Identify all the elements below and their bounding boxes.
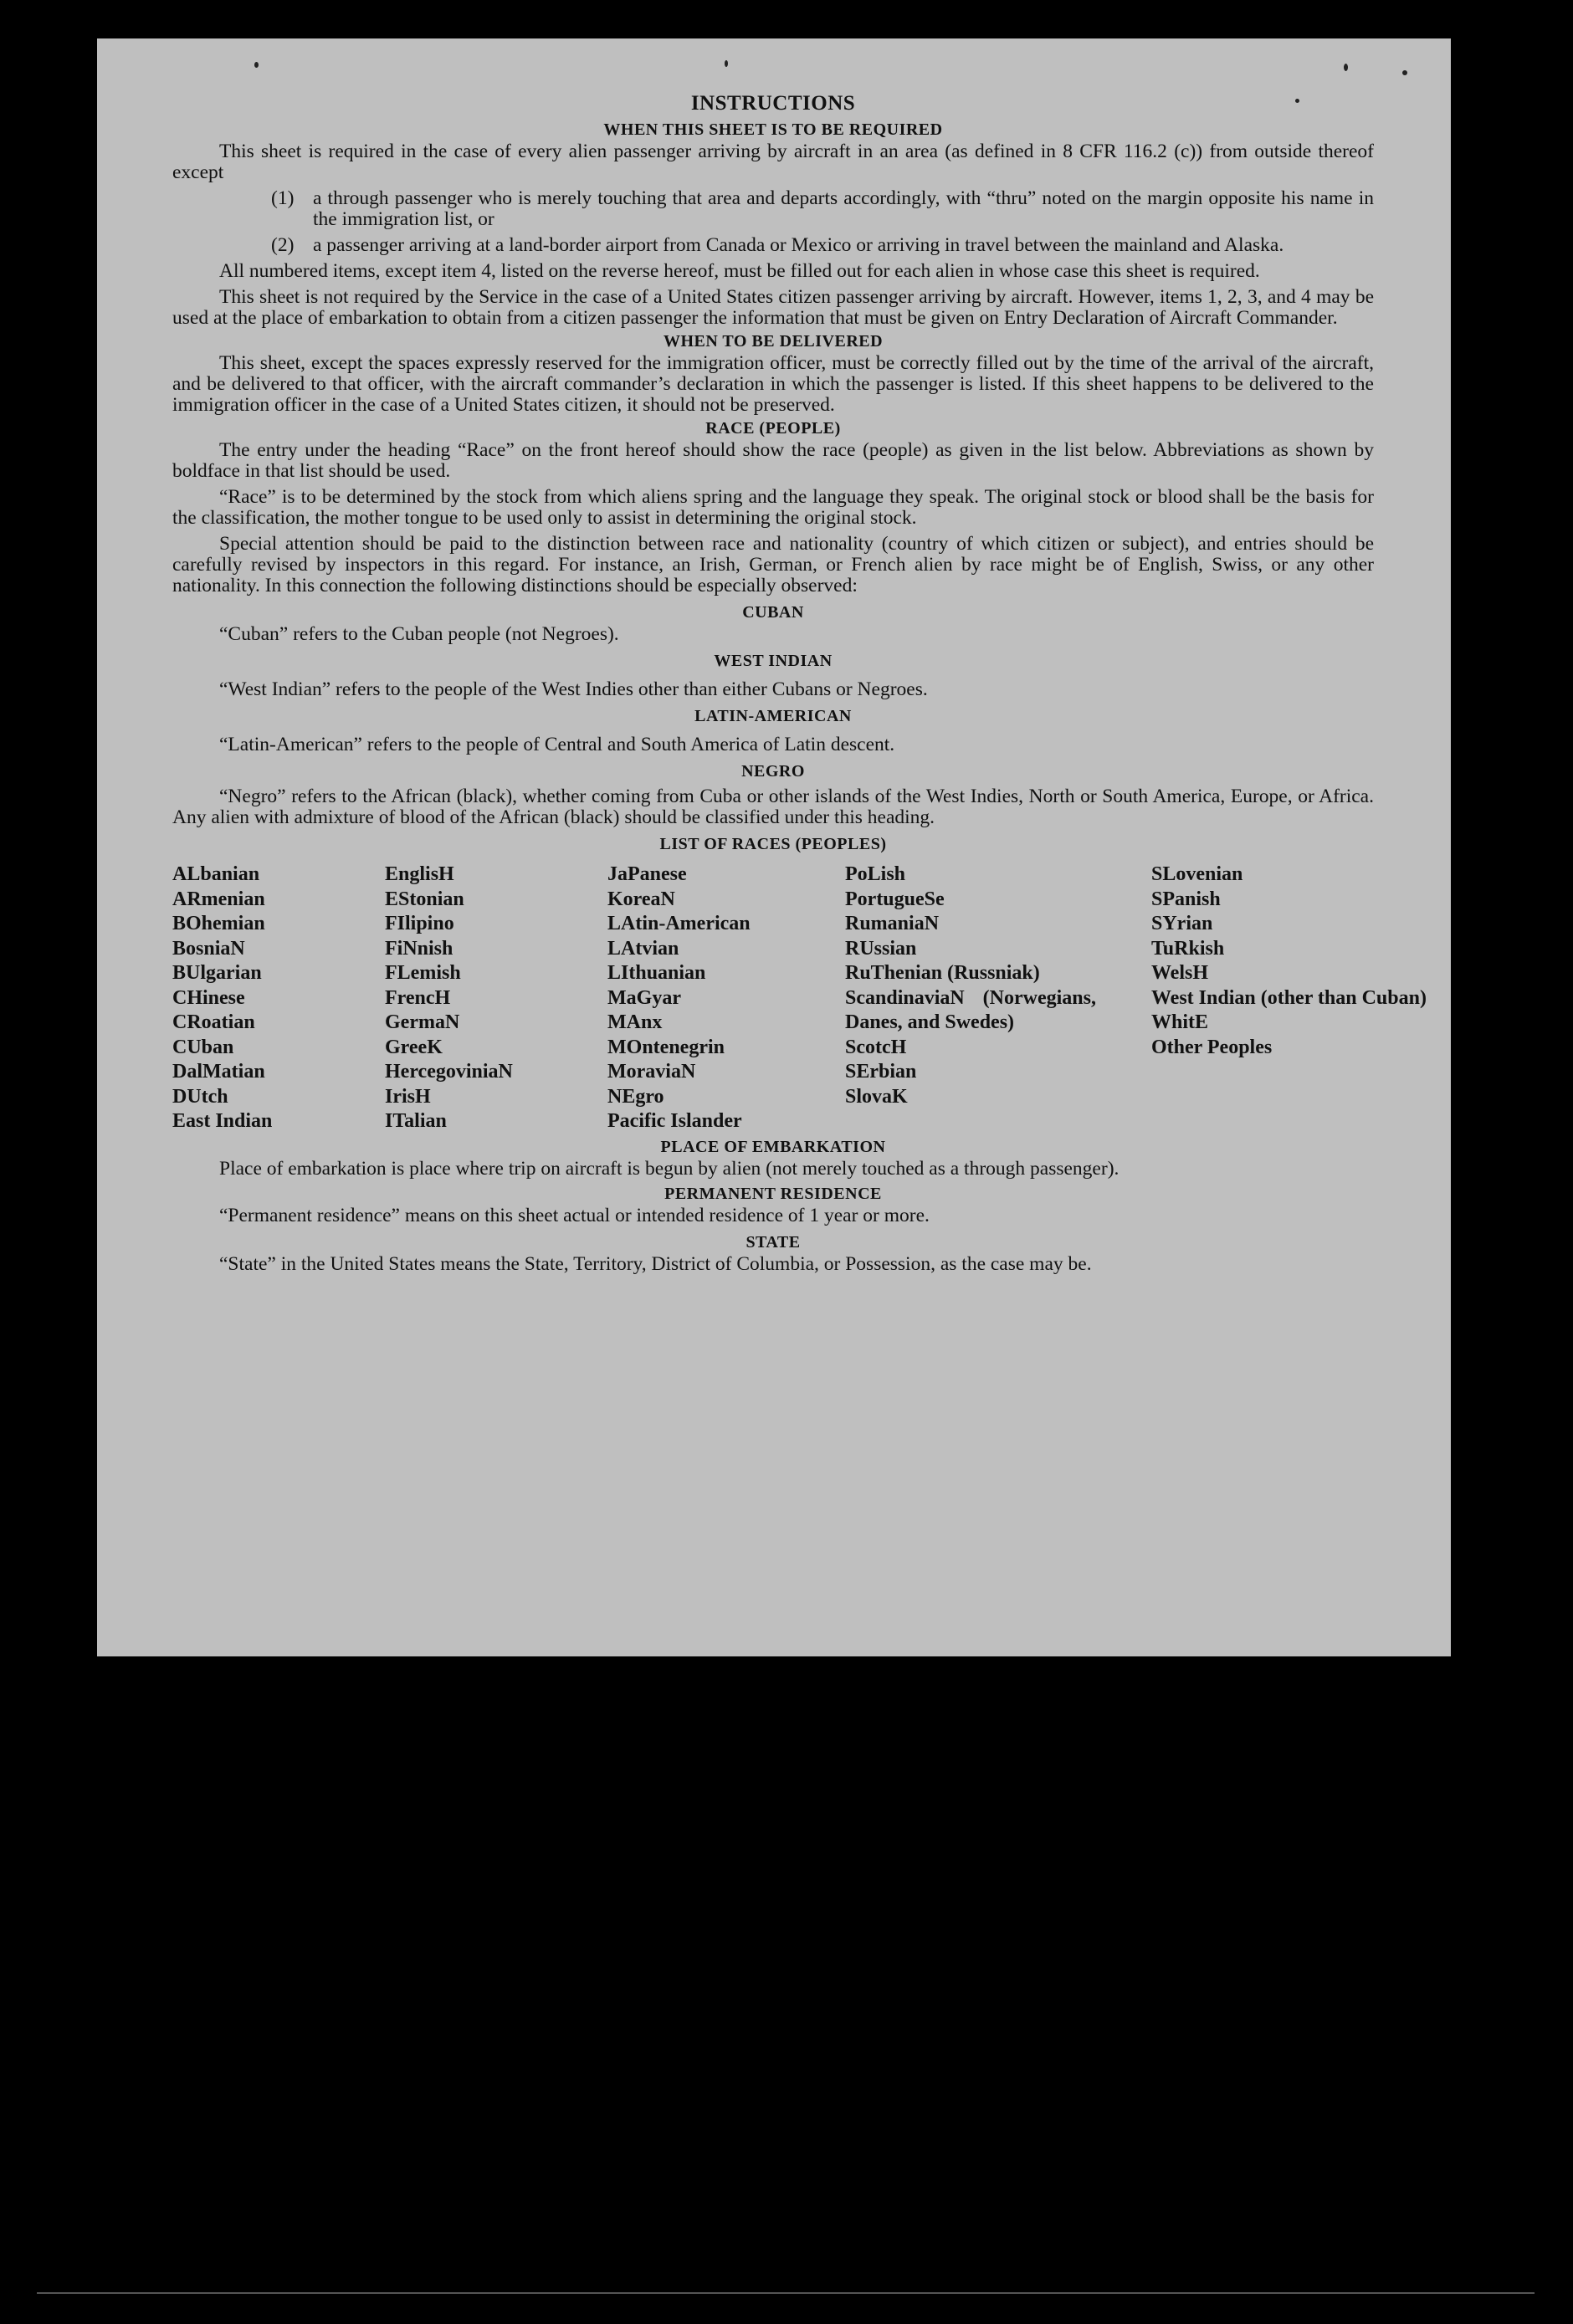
heading-when-delivered: WHEN TO BE DELIVERED (663, 332, 884, 351)
paragraph: The entry under the heading “Race” on the front hereof should show the race (people) as given in the list below. Abbreviations as shown by boldface in that list should be used. (172, 439, 1374, 482)
race-item: WelsH (1151, 962, 1209, 984)
paragraph: Special attention should be paid to the distinction between race and nationality (country of which citizen or subject), and entries should be carefully revised by inspectors in this regard. For instance, an Irish, German, or French alien by race might be of English, Swiss, or any other nationality. In this connection the following distinctions should be especially observed: (172, 533, 1374, 596)
race-item: WhitE (1151, 1011, 1209, 1033)
race-item: CRoatian (172, 1011, 255, 1033)
race-item: SLovenian (1151, 863, 1243, 885)
page-title: INSTRUCTIONS (690, 92, 856, 115)
paragraph: “Cuban” refers to the Cuban people (not Negroes). (219, 623, 619, 645)
paragraph: “Negro” refers to the African (black), whether coming from Cuba or other islands of the West Indies, North or South America, Europe, or Africa. Any alien with admixture of blood of the African (black) should be classified under this heading. (172, 786, 1374, 828)
heading-cuban: CUBAN (742, 603, 804, 622)
paragraph: This sheet, except the spaces expressly reserved for the immigration officer, must be correctly filled out by the time of the arrival of the aircraft, and be delivered to that officer, with the aircraft commander’s declaration in which the passenger is listed. If this sheet happens to be delivered to the immigration officer in the case of a United States citizen, it should not be preserved. (172, 352, 1374, 416)
paragraph: All numbered items, except item 4, listed on the reverse hereof, must be filled out for each alien in whose case this sheet is required. (219, 260, 1260, 282)
heading-state: STATE (746, 1232, 801, 1252)
heading-list-of-races: LIST OF RACES (PEOPLES) (659, 835, 887, 853)
race-item: JaPanese (607, 863, 687, 885)
race-item: SPanish (1151, 888, 1221, 910)
heading-when-required: WHEN THIS SHEET IS TO BE REQUIRED (603, 120, 943, 139)
numbered-item (271, 235, 1374, 256)
race-item: GreeK (385, 1036, 443, 1058)
race-item: LIthuanian (607, 962, 706, 984)
heading-negro: NEGRO (741, 762, 805, 781)
races-column-5 (1151, 863, 1427, 1134)
race-item: EStonian (385, 888, 464, 910)
paragraph: “Permanent residence” means on this sheet actual or intended residence of 1 year or more. (219, 1204, 930, 1226)
race-item: LAtin-American (607, 913, 751, 934)
paragraph: “State” in the United States means the State, Territory, District of Columbia, or Possession, as the case may be. (219, 1252, 1092, 1275)
race-item: KoreaN (607, 888, 675, 910)
race-item: Pacific Islander (607, 1110, 742, 1132)
race-item: MoraviaN (607, 1061, 696, 1083)
race-item: SErbian (845, 1061, 917, 1083)
paragraph: Place of embarkation is place where trip on aircraft is begun by alien (not merely touched as a through passenger). (219, 1157, 1120, 1180)
race-item: DUtch (172, 1085, 228, 1108)
race-item: RuThenian (Russniak) (845, 962, 1040, 984)
race-item: ScotcH (845, 1036, 907, 1058)
scan-speck (1295, 99, 1299, 103)
race-item: MOntenegrin (607, 1036, 725, 1058)
item-number: (1) (271, 187, 295, 209)
scan-speck (1344, 64, 1348, 71)
race-item: HercegoviniaN (385, 1061, 513, 1083)
numbered-item (271, 188, 1374, 230)
race-item: CUban (172, 1036, 234, 1058)
race-item: BosniaN (172, 937, 245, 960)
paragraph: “Race” is to be determined by the stock from which aliens spring and the language they speak. The original stock or blood shall be the basis for the classification, the mother tongue to be used only to assist in determining the original stock. (172, 486, 1374, 529)
heading-race: RACE (PEOPLE) (705, 419, 841, 438)
race-item: BOhemian (172, 913, 265, 934)
race-item: RumaniaN (845, 913, 940, 934)
race-item: ScandinaviaN (Norwegians, Danes, and Swedes) (845, 986, 1096, 1033)
races-column-2 (385, 863, 607, 1134)
paragraph: “Latin-American” refers to the people of Central and South America of Latin descent. (219, 734, 895, 755)
race-item: West Indian (other than Cuban) (1151, 986, 1427, 1009)
race-item: LAtvian (607, 937, 679, 960)
race-item: SYrian (1151, 913, 1213, 934)
heading-permanent-residence: PERMANENT RESIDENCE (664, 1184, 882, 1203)
races-column-1 (172, 863, 385, 1134)
scan-speck (1402, 70, 1407, 75)
race-item: EnglisH (385, 863, 454, 885)
races-column-4 (845, 863, 1151, 1134)
race-item: FrencH (385, 986, 451, 1009)
race-item: NEgro (607, 1085, 664, 1108)
race-item: ARmenian (172, 888, 265, 910)
bottom-rule (37, 2292, 1535, 2294)
race-item: FiNnish (385, 937, 453, 960)
race-item: ALbanian (172, 863, 260, 885)
heading-west-indian: WEST INDIAN (714, 652, 833, 670)
race-item: Other Peoples (1151, 1036, 1273, 1058)
paragraph: This sheet is required in the case of every alien passenger arriving by aircraft in an area (as defined in 8 CFR 116.2 (c)) from outside thereof except (172, 141, 1374, 183)
heading-embarkation: PLACE OF EMBARKATION (660, 1137, 886, 1156)
races-table (172, 863, 1427, 1134)
scan-speck (725, 60, 728, 67)
item-text: a through passenger who is merely touching that area and departs accordingly, with “thru” noted on the margin opposite his name in the immigration list, or (313, 187, 1374, 230)
item-number: (2) (271, 234, 295, 256)
race-item: SlovaK (845, 1085, 908, 1108)
paragraph: This sheet is not required by the Service in the case of a United States citizen passenger arriving by aircraft. However, items 1, 2, 3, and 4 may be used at the place of embarkation to obtain from a citizen passenger the information that must be given on Entry Declaration of Aircraft Commander. (172, 286, 1374, 329)
race-item: BUlgarian (172, 962, 262, 984)
paragraph: “West Indian” refers to the people of the West Indies other than either Cubans or Negroes. (219, 678, 928, 700)
race-item: CHinese (172, 986, 245, 1009)
race-item: DalMatian (172, 1061, 265, 1083)
race-item: MaGyar (607, 986, 681, 1009)
race-item: FLemish (385, 962, 461, 984)
race-item: PoLish (845, 863, 906, 885)
race-item: PortugueSe (845, 888, 945, 910)
race-item: IrisH (385, 1085, 431, 1108)
race-item: TuRkish (1151, 937, 1225, 960)
race-item: FIlipino (385, 913, 454, 934)
scan-speck (254, 62, 259, 68)
item-text: a passenger arriving at a land-border airport from Canada or Mexico or arriving in travel between the mainland and Alaska. (313, 234, 1284, 256)
race-item: MAnx (607, 1011, 663, 1033)
race-item: GermaN (385, 1011, 460, 1033)
document-page (97, 38, 1451, 1656)
races-column-3 (607, 863, 845, 1134)
race-item: RUssian (845, 937, 917, 960)
race-item: East Indian (172, 1110, 273, 1132)
heading-latin-american: LATIN-AMERICAN (694, 707, 852, 725)
race-item: ITalian (385, 1110, 447, 1132)
